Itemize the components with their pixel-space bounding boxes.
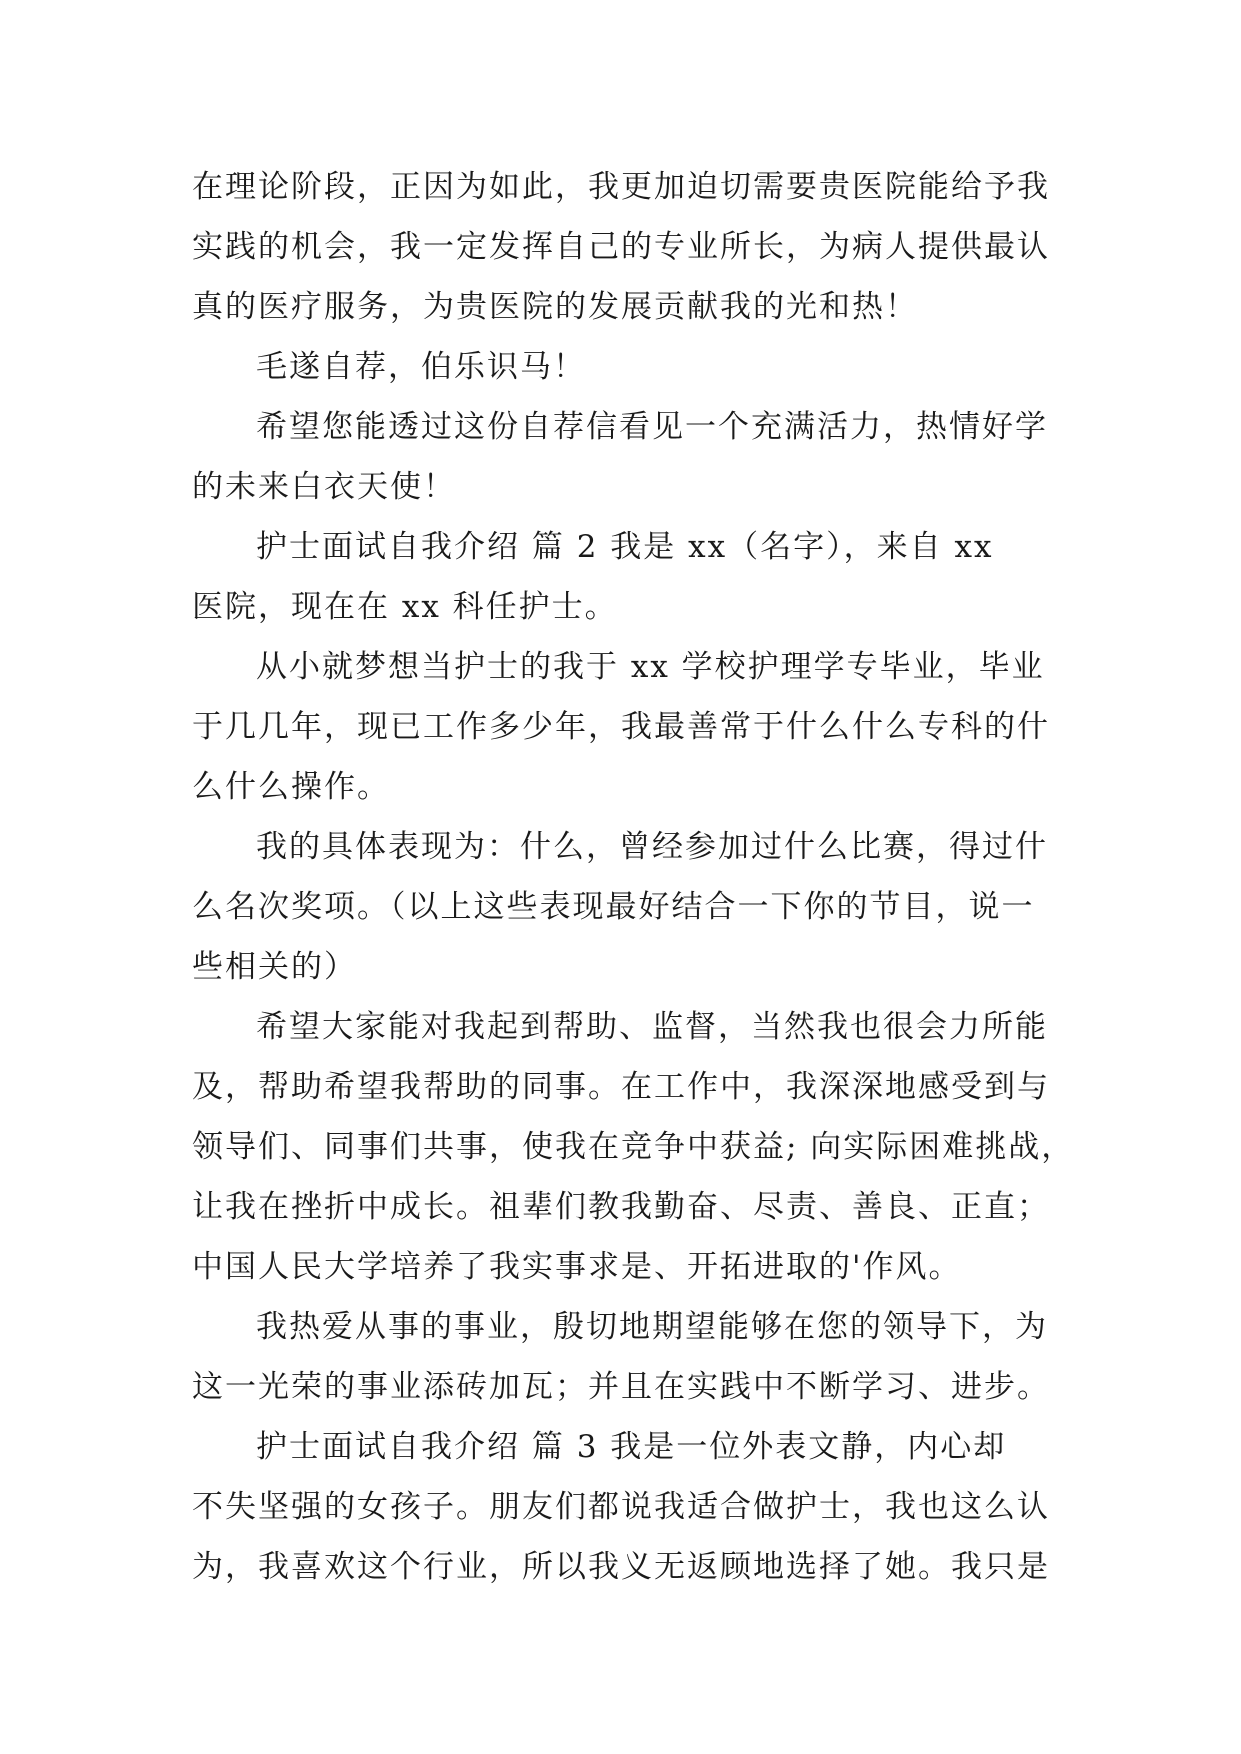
text-line: 护士面试自我介绍 篇 3 我是一位外表文静，内心却 — [256, 1429, 1007, 1465]
text-line: 希望大家能对我起到帮助、监督，当然我也很会力所能 — [256, 1009, 1048, 1045]
text-line: 于几几年，现已工作多少年，我最善常于什么什么专科的什 — [192, 709, 1050, 745]
text-line: 中国人民大学培养了我实事求是、开拓进取的'作风。 — [192, 1249, 962, 1285]
text-line: 么名次奖项。（以上这些表现最好结合一下你的节目，说一 — [192, 889, 1035, 925]
text-line: 实践的机会，我一定发挥自己的专业所长，为病人提供最认 — [192, 229, 1050, 265]
text-line: 么什么操作。 — [192, 769, 390, 805]
text-line: 我热爱从事的事业，殷切地期望能够在您的领导下，为 — [256, 1309, 1048, 1345]
text-line: 希望您能透过这份自荐信看见一个充满活力，热情好学 — [256, 409, 1048, 445]
text-line: 让我在挫折中成长。祖辈们教我勤奋、尽责、善良、正直； — [192, 1189, 1050, 1225]
text-line: 我的具体表现为：什么，曾经参加过什么比赛，得过什 — [256, 829, 1048, 865]
text-line: 医院，现在在 xx 科任护士。 — [192, 589, 618, 625]
text-line: 领导们、同事们共事，使我在竞争中获益; 向实际困难挑战， — [192, 1129, 1075, 1165]
text-line: 从小就梦想当护士的我于 xx 学校护理学专毕业，毕业 — [256, 649, 1045, 685]
text-line: 为，我喜欢这个行业，所以我义无返顾地选择了她。我只是 — [192, 1549, 1050, 1585]
text-line: 些相关的） — [192, 949, 357, 985]
text-line: 不失坚强的女孩子。朋友们都说我适合做护士，我也这么认 — [192, 1489, 1050, 1525]
document-body — [192, 157, 1075, 1597]
text-line: 毛遂自荐，伯乐识马！ — [256, 349, 586, 385]
text-line: 及，帮助希望我帮助的同事。在工作中，我深深地感受到与 — [192, 1069, 1050, 1105]
text-line: 这一光荣的事业添砖加瓦；并且在实践中不断学习、进步。 — [192, 1369, 1050, 1405]
text-line: 护士面试自我介绍 篇 2 我是 xx（名字），来自 xx — [256, 529, 994, 565]
text-line: 真的医疗服务，为贵医院的发展贡献我的光和热！ — [192, 289, 918, 325]
text-line: 在理论阶段，正因为如此，我更加迫切需要贵医院能给予我 — [192, 169, 1050, 205]
text-line: 的未来白衣天使！ — [192, 469, 456, 505]
